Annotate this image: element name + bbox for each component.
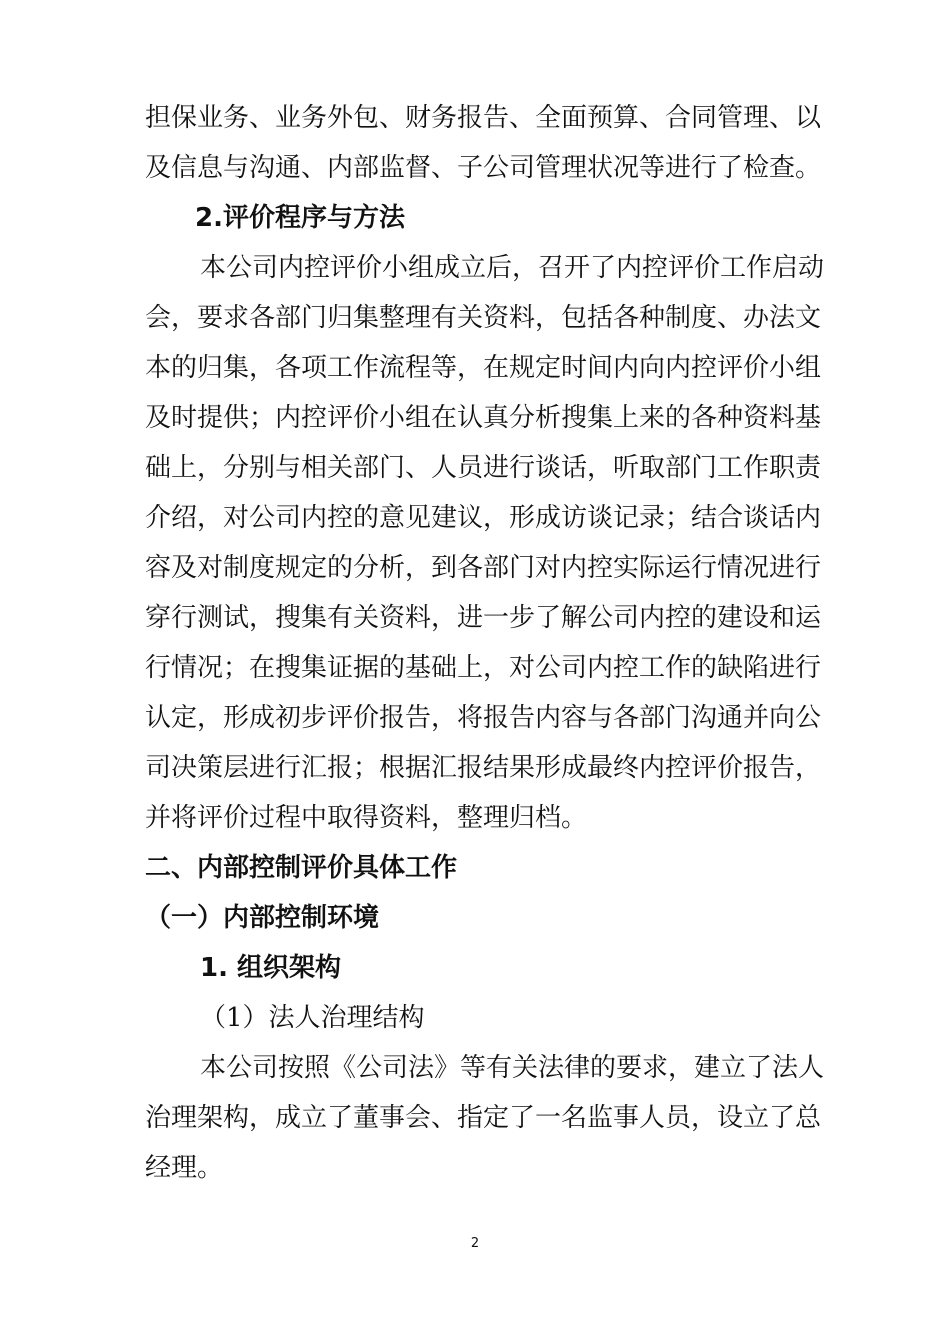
paragraph-line: 容及对制度规定的分析，到各部门对内控实际运行情况进行 <box>145 553 822 583</box>
paragraph-line: 介绍，对公司内控的意见建议，形成访谈记录；结合谈话内 <box>145 503 822 533</box>
paragraph-line: 本公司按照《公司法》等有关法律的要求，建立了法人 <box>200 1053 825 1083</box>
paragraph-line: 会，要求各部门归集整理有关资料，包括各种制度、办法文 <box>145 303 822 333</box>
heading-evaluation-method: 2.评价程序与方法 <box>195 203 405 233</box>
heading-organization-structure: 1. 组织架构 <box>200 953 342 983</box>
paragraph-line: 础上，分别与相关部门、人员进行谈话，听取部门工作职责 <box>145 453 822 483</box>
page-number: 2 <box>470 1236 480 1251</box>
paragraph-line: 担保业务、业务外包、财务报告、全面预算、合同管理、以 <box>145 103 822 133</box>
paragraph-line: 本公司内控评价小组成立后，召开了内控评价工作启动 <box>200 253 825 283</box>
paragraph-line: 治理架构，成立了董事会、指定了一名监事人员，设立了总 <box>145 1103 822 1133</box>
heading-governance-structure: （1）法人治理结构 <box>200 1003 425 1033</box>
paragraph-line: 司决策层进行汇报；根据汇报结果形成最终内控评价报告， <box>145 753 822 783</box>
paragraph-line: 本的归集，各项工作流程等，在规定时间内向内控评价小组 <box>145 353 822 383</box>
heading-control-environment: （一）内部控制环境 <box>145 903 380 933</box>
paragraph-line: 及信息与沟通、内部监督、子公司管理状况等进行了检查。 <box>145 153 822 183</box>
paragraph-line: 并将评价过程中取得资料，整理归档。 <box>145 803 588 833</box>
heading-section-2: 二、内部控制评价具体工作 <box>145 853 458 883</box>
paragraph-line: 及时提供；内控评价小组在认真分析搜集上来的各种资料基 <box>145 403 822 433</box>
paragraph-line: 行情况；在搜集证据的基础上，对公司内控工作的缺陷进行 <box>145 653 822 683</box>
paragraph-line: 经理。 <box>145 1153 224 1183</box>
paragraph-line: 认定，形成初步评价报告，将报告内容与各部门沟通并向公 <box>145 703 822 733</box>
paragraph-line: 穿行测试，搜集有关资料，进一步了解公司内控的建设和运 <box>145 603 822 633</box>
